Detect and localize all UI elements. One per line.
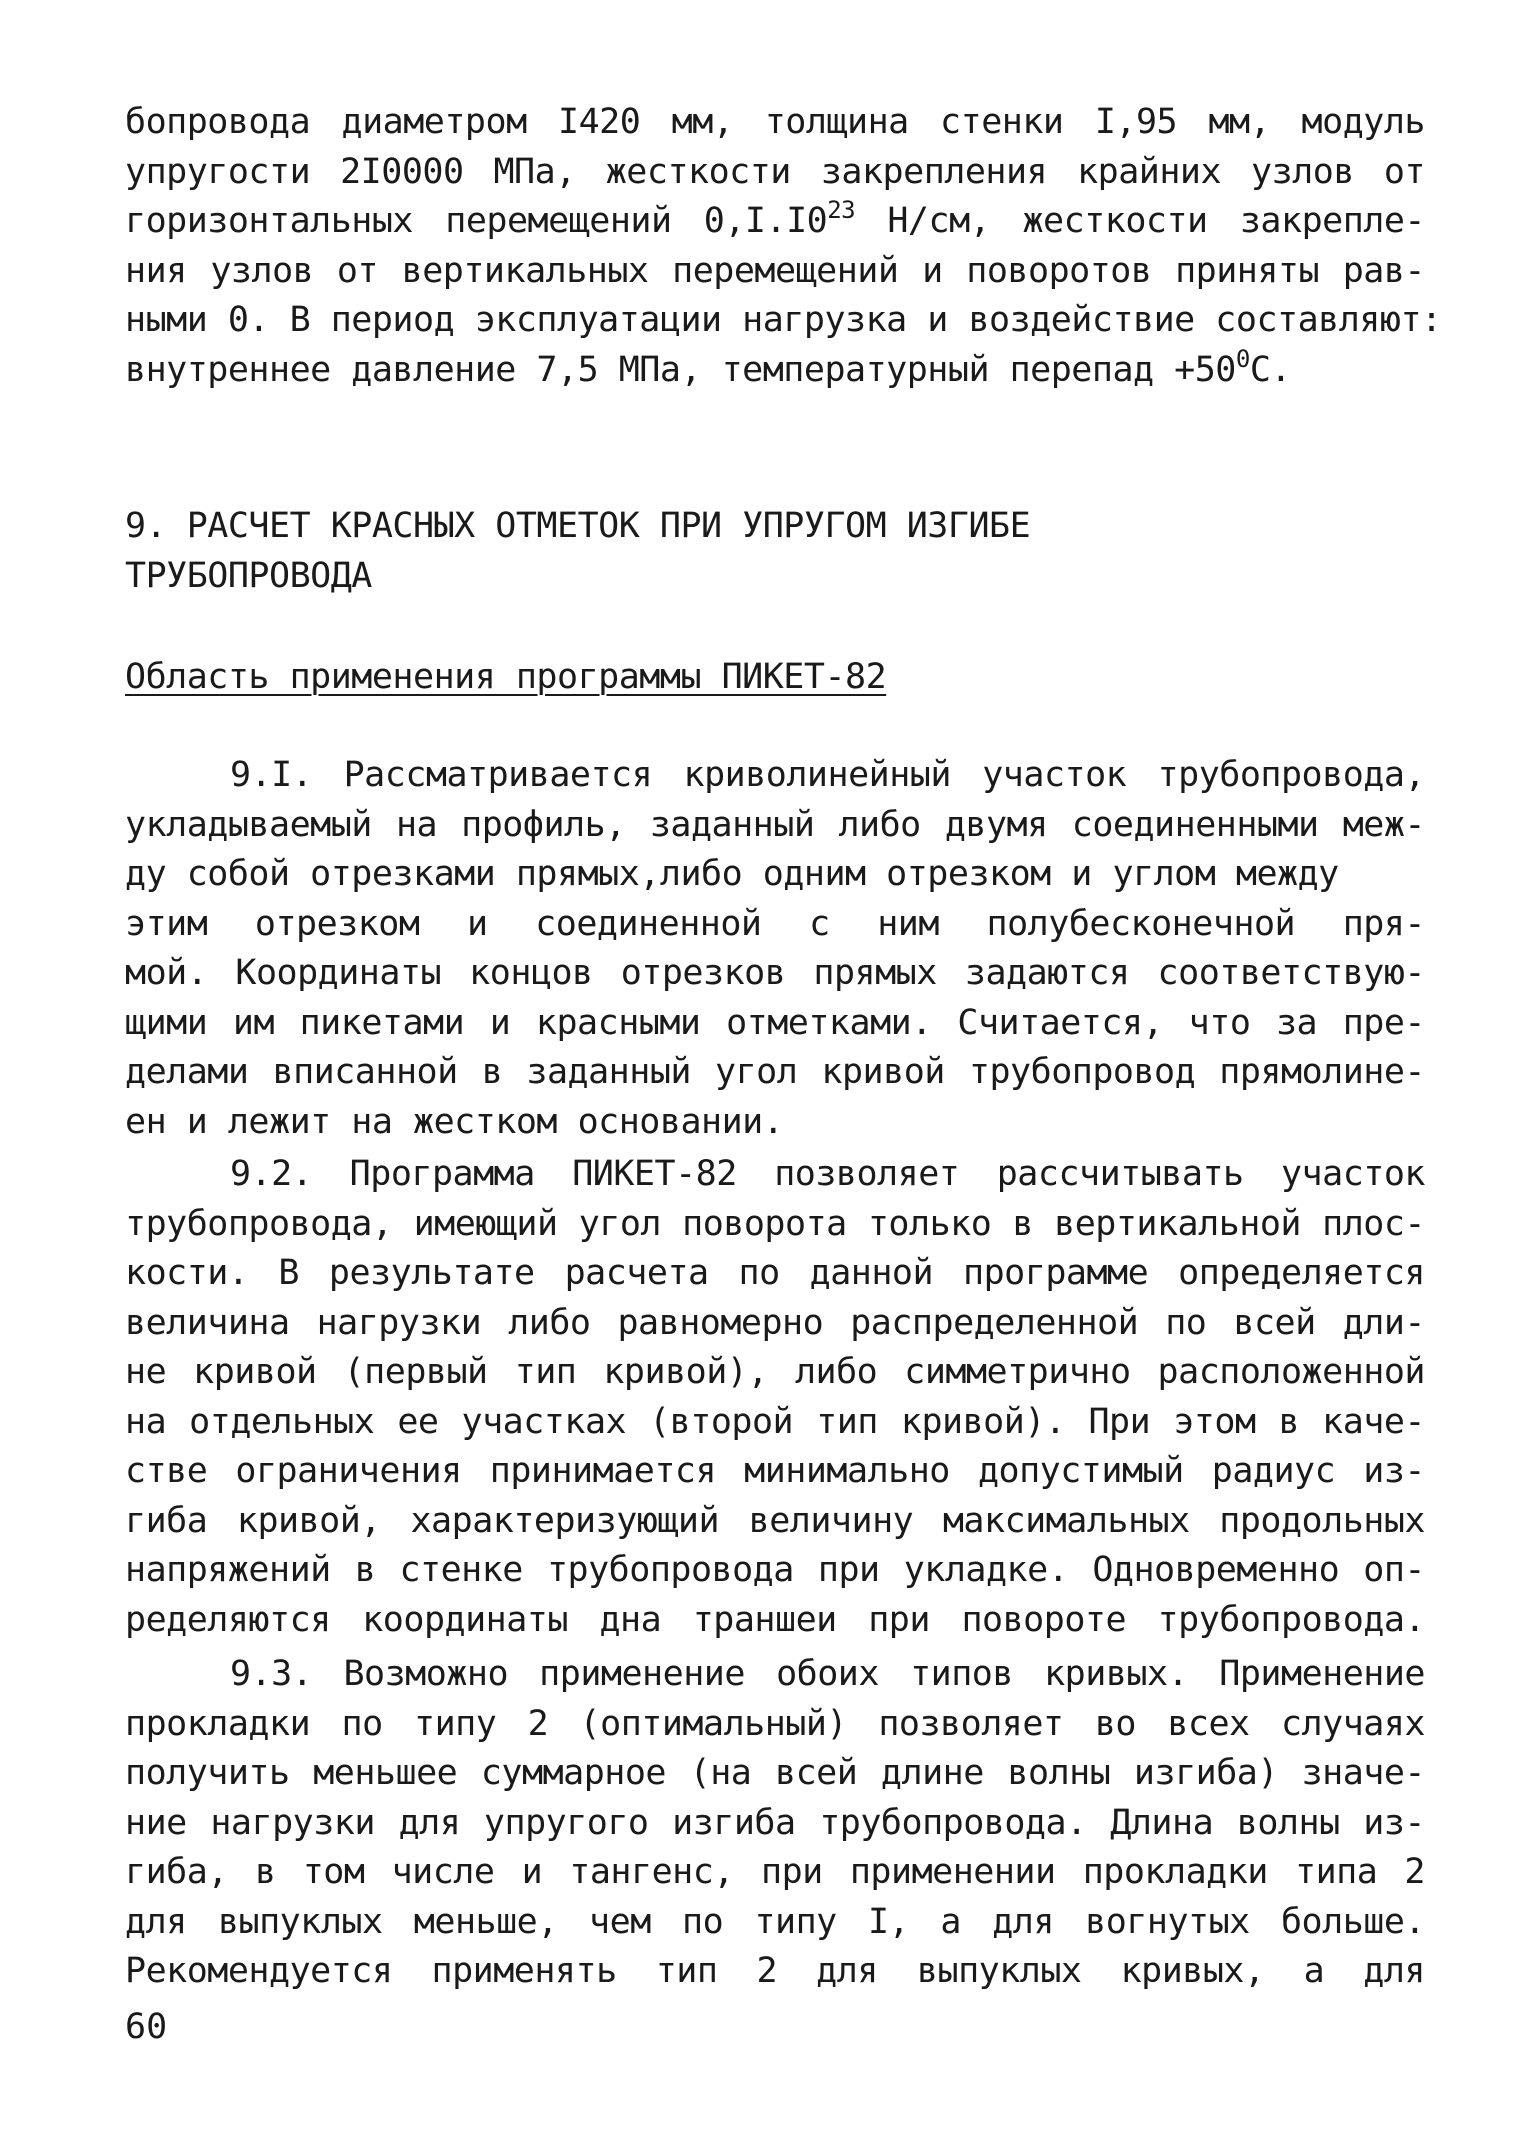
paragraph-9-1	[125, 751, 1425, 1147]
text-line: делами вписанной в заданный угол кривой трубопровод прямолине-	[125, 1052, 1425, 1092]
intro-paragraph	[125, 98, 1442, 395]
section-heading	[125, 500, 1425, 599]
text-line: щими им пикетами и красными отметками. Считается, что за пре-	[125, 1002, 1425, 1043]
text-line: трубопровода, имеющий угол поворота только в вертикальной плос-	[125, 1203, 1425, 1244]
text-line: 9.2. Программа ПИКЕТ-82 позволяет рассчитывать участок	[230, 1154, 1425, 1194]
text-line: стве ограничения принимается минимально допустимый радиус из-	[125, 1451, 1425, 1491]
section-heading-line: ТРУБОПРОВОДА	[125, 555, 372, 596]
page-number: 60	[125, 2007, 168, 2047]
text-line: упругости 2I0000 МПа, жесткости закрепления крайних узлов от	[125, 151, 1425, 192]
text-line: ния узлов от вертикальных перемещений и поворотов приняты рав-	[125, 250, 1425, 291]
paragraph-9-3	[125, 1650, 1425, 1997]
text-line: мой. Координаты концов отрезков прямых задаются соответствую-	[125, 953, 1425, 993]
text-line: не кривой (первый тип кривой), либо симметрично расположенной	[125, 1352, 1425, 1392]
text-line: этим отрезком и соединенной с ним полубесконечной пря-	[125, 903, 1425, 944]
text-fragment: внутреннее давление 7,5 МПа, температурный перепад +50	[125, 349, 1236, 390]
section-heading-line: 9. РАСЧЕТ КРАСНЫХ ОТМЕТОК ПРИ УПРУГОМ ИЗГИБЕ	[125, 506, 1031, 546]
subsection-heading	[125, 652, 1425, 702]
text-fragment: Н/см, жесткости закрепле-	[855, 201, 1425, 241]
text-line: гиба кривой, характеризующий величину максимальных продольных	[125, 1500, 1425, 1541]
text-line: ределяются координаты дна траншеи при повороте трубопровода.	[125, 1599, 1425, 1640]
text-line	[125, 197, 1425, 247]
text-line: 9.3. Возможно применение обоих типов кривых. Применение	[230, 1654, 1425, 1694]
text-line: напряжений в стенке трубопровода при укладке. Одновременно оп-	[125, 1550, 1425, 1590]
text-line: Рекомендуется применять тип 2 для выпуклых кривых, а для	[125, 1951, 1425, 1991]
text-line: 9.I. Рассматривается криволинейный участок трубопровода,	[230, 755, 1425, 795]
text-fragment: горизонтальных перемещений 0,I.I0	[125, 201, 828, 241]
exponent: 23	[827, 196, 856, 224]
text-line: кости. В результате расчета по данной программе определяется	[125, 1253, 1425, 1293]
text-line	[125, 346, 1425, 396]
degree-sign: 0	[1235, 344, 1250, 373]
text-line: ен и лежит на жестком основании.	[125, 1101, 784, 1142]
paragraph-9-2	[125, 1150, 1425, 1645]
text-line: ние нагрузки для упругого изгиба трубопровода. Длина волны из-	[125, 1802, 1425, 1843]
text-line: на отдельных ее участках (второй тип кривой). При этом в каче-	[125, 1401, 1425, 1442]
text-fragment: С.	[1249, 349, 1291, 390]
text-line: получить меньшее суммарное (на всей длине волны изгиба) значе-	[125, 1753, 1425, 1793]
text-line: гиба, в том числе и тангенс, при применении прокладки типа 2	[125, 1852, 1425, 1892]
subsection-title: Область применения программы ПИКЕТ-82	[125, 657, 887, 697]
text-line: бопровода диаметром I420 мм, толщина стенки I,95 мм, модуль	[125, 102, 1425, 142]
text-line: ду собой отрезками прямых,либо одним отрезком и углом между	[125, 854, 1339, 894]
text-line: укладываемый на профиль, заданный либо двумя соединенными меж-	[125, 804, 1425, 845]
text-line: ными 0. В период эксплуатации нагрузка и воздействие составляют:	[125, 300, 1442, 340]
text-line: прокладки по типу 2 (оптимальный) позволяет во всех случаях	[125, 1703, 1425, 1744]
text-line: величина нагрузки либо равномерно распределенной по всей дли-	[125, 1302, 1425, 1343]
text-line: для выпуклых меньше, чем по типу I, а для вогнутых больше.	[125, 1901, 1425, 1942]
